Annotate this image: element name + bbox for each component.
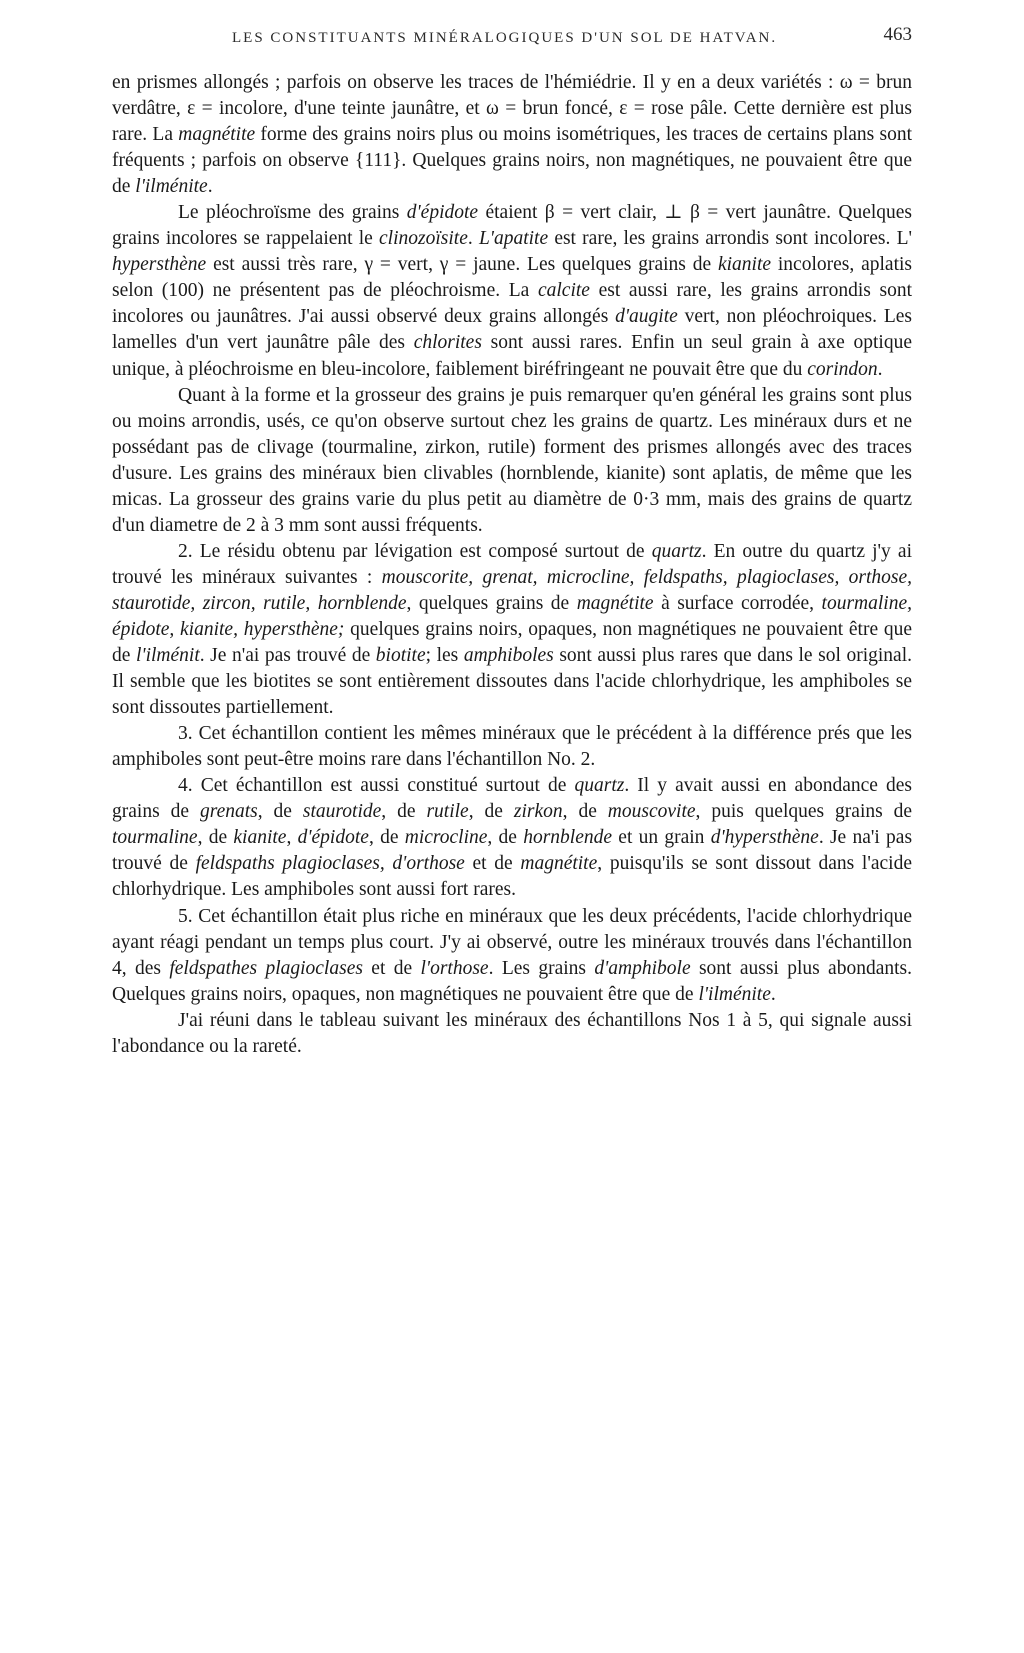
text-run: et de [464,853,521,875]
text-run: , de [368,827,405,849]
text-run: forme des grains noirs plus ou moins isométriques, les traces de certains plans sont fréquents ; parfois on observe {111}. Quelques grains noirs, non magnétiques, ne pouvaient être que de [112,124,913,198]
italic-run: clinozoïsite [379,228,468,250]
italic-run: L'apatite [478,228,549,250]
text-run: . [207,176,213,198]
italic-run: l'ilménite [135,176,208,198]
text-run: est aussi rare, les grains arrondis sont incolores ou jaunâtres. J'ai aussi observé deux grains allongés [112,280,912,328]
text-run: 4. Cet échantillon est aussi constitué surtout de [178,775,575,797]
italic-run: tourmaline, épidote, kianite, hypersthène; [112,592,912,640]
paragraph [112,200,912,382]
paragraph [112,721,912,773]
italic-run: microcline [404,827,488,849]
text-run: , de [197,827,234,849]
text-run: est rare, les grains arrondis sont incolores. L' [548,228,912,250]
text-run: , puis quelques grains de [695,801,913,823]
italic-run: mouscovite [607,801,696,823]
italic-run: zirkon [513,801,563,823]
italic-run: hornblende [523,827,613,849]
italic-run: magnétite [576,592,654,614]
text-run: ; les [425,645,464,667]
italic-run: kianite [233,827,287,849]
text-run: . Les grains [488,957,595,979]
text-run: sont aussi rares. Enfin un seul grain à axe optique unique, à pléochroisme en bleu-incolore, faiblement biréfringeant ne pouvait être que du [112,332,912,380]
text-run: étaient β = vert clair, ⊥ β = vert jaunâtre. Quelques grains incolores se rappelaient le [112,202,913,250]
italic-run: feldspathes plagioclases [169,957,363,979]
italic-run: staurotide [302,801,382,823]
text-run: et de [362,957,421,979]
italic-run: d'épidote [406,202,479,224]
text-run: . Je n'ai pas trouvé de [199,645,376,667]
text-run: , de [257,801,303,823]
italic-run: tourmaline [112,827,198,849]
paragraph [112,773,912,903]
text-run: Quant à la forme et la grosseur des grains je puis remarquer qu'en général les grains sont plus ou moins arrondis, usés, ce qu'on observe surtout chez les grains de quartz. Les minéraux durs et ne possédant pas de clivage (tourmaline, zirkon, rutile) forment des prismes allongés avec des traces d'usure. Les grains des minéraux bien clivables (hornblende, kianite) sont aplatis, de même que les micas. La grosseur des grains varie du plus petit au diamètre de 0·3 mm, mais des grains de quartz d'un diametre de 2 à 3 mm sont aussi fréquents. [112,384,912,536]
text-run: . Je na'i pas trouvé de [112,827,913,875]
text-run: incolores, aplatis selon (100) ne présentent pas de pléochroisme. La [112,254,912,302]
italic-run: mouscorite, grenat, microcline, feldspaths, plagioclases, orthose, staurotide, zircon, rutile, hornblende [112,566,912,614]
text-run: , puisqu'ils se sont dissout dans l'acide chlorhydrique. Les amphiboles sont aussi fort rares. [112,853,912,901]
paragraph [112,70,912,200]
text-run: Le pléochroïsme des grains [178,202,407,224]
italic-run: amphiboles [463,645,554,667]
text-run: 5. Cet échantillon était plus riche en minéraux que les deux précédents, l'acide chlorhydrique ayant réagi pendant un temps plus court. J'y ai observé, outre les minéraux trouvés dans l'échantillon 4, des [112,905,912,979]
italic-run: kianite [717,254,772,276]
italic-run: magnétite [520,853,598,875]
text-run: , de [487,827,524,849]
italic-run: chlorites [413,332,482,354]
text-run: 2. Le résidu obtenu par lévigation est composé surtout de [178,540,652,562]
text-run: . [770,983,776,1005]
text-run: sont aussi plus rares que dans le sol original. Il semble que les biotites se sont entièrement dissoutes dans l'acide chlorhydrique, les amphiboles se sont dissoutes partiellement. [112,645,913,719]
text-run: , [286,827,298,849]
paragraph [112,539,912,721]
text-run: en prismes allongés ; parfois on observe les traces de l'hémiédrie. Il y en a deux variétés : ω = brun verdâtre, ε = incolore, d'une teinte jaunâtre, et ω = brun foncé, ε = rose pâle. Cette dernière est plus rare. La [112,72,912,146]
italic-run: rutile [426,801,469,823]
text-run: et un grain [612,827,711,849]
italic-run: hypersthène [112,254,207,276]
italic-run: l'ilménit [135,645,200,667]
text-run: . [467,228,479,250]
italic-run: d'épidote [297,827,369,849]
text-run: . Il y avait aussi en abondance des grains de [112,775,912,823]
text-run: quelques grains noirs, opaques, non magnétiques ne pouvaient être que de [112,618,912,667]
text-run: , de [562,801,608,823]
italic-run: quartz [651,540,702,562]
paragraph [112,904,912,1008]
italic-run: magnétite [178,124,256,146]
page-number: 463 [883,24,912,45]
italic-run: biotite [375,645,426,667]
running-title: LES CONSTITUANTS MINÉRALOGIQUES D'UN SOL DE HATVAN. [232,30,778,46]
paragraph [112,383,912,539]
italic-run: corindon [807,358,878,380]
italic-run: d'hypersthène [710,827,819,849]
italic-run: feldspaths plagioclases, d'orthose [195,853,465,875]
text-run: est aussi très rare, γ = vert, γ = jaune. Les quelques grains de [206,254,718,276]
paragraph [112,1008,912,1060]
italic-run: l'ilménite [698,983,771,1005]
text-run: . [877,358,883,380]
text-run: . En outre du quartz j'y ai trouvé les minéraux suivantes : [112,540,912,588]
italic-run: calcite [537,280,590,302]
italic-run: l'orthose [420,957,489,979]
italic-run: d'augite [615,306,678,328]
text-run: 3. Cet échantillon contient les mêmes minéraux que le précédent à la différence prés que les amphiboles sont peut-être moins rare dans l'échantillon No. 2. [112,723,912,771]
text-run: à surface corrodée, [653,592,822,614]
text-run: J'ai réuni dans le tableau suivant les minéraux des échantillons Nos 1 à 5, qui signale aussi l'abondance ou la rareté. [112,1009,912,1057]
text-run: , de [468,801,514,823]
italic-run: d'amphibole [594,957,691,979]
body-text [112,70,912,1060]
text-run: sont aussi plus abondants. Quelques grains noirs, opaques, non magnétiques ne pouvaient être que de [112,957,912,1005]
text-run: , de [381,801,427,823]
italic-run: grenats [199,801,258,823]
text-run: vert, non pléochroiques. Les lamelles d'un vert jaunâtre pâle des [112,306,912,354]
italic-run: quartz [574,775,625,797]
text-run: , quelques grains de [406,592,577,614]
